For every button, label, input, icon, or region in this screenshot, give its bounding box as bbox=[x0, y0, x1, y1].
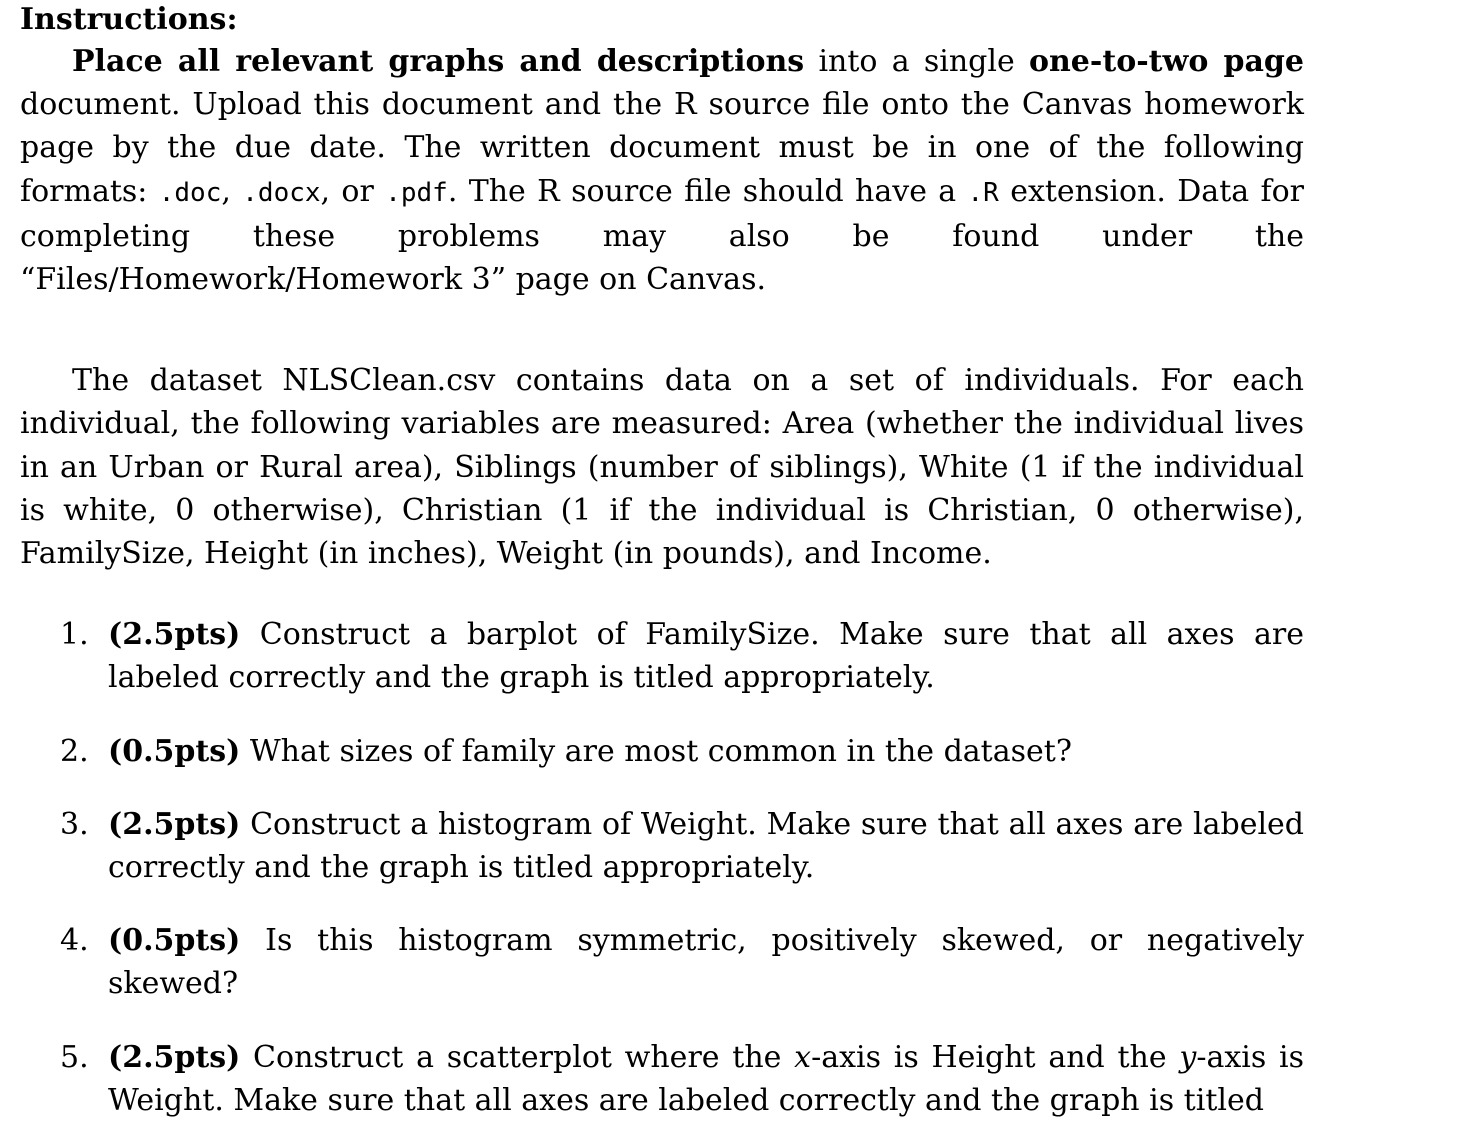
instructions-bold-lead: Place all relevant graphs and descriptions bbox=[72, 44, 805, 79]
question-list bbox=[20, 613, 1304, 1122]
question-points: (2.5pts) bbox=[108, 1039, 241, 1075]
question-points: (0.5pts) bbox=[108, 733, 241, 769]
dataset-description: The dataset NLSClean.csv contains data on a set of individuals. For each individual, the following variables are measured: Area (whether the individual lives in an Urban or Rural area), Siblings (number of siblings), White (1 if the individual is white, 0 otherwise), Christian (1 if the individual is Christian, 0 otherwise), FamilySize, Height (in inches), Weight (in pounds), and Income. bbox=[20, 363, 1304, 572]
format-r: .R bbox=[967, 177, 999, 208]
question-points: (2.5pts) bbox=[108, 806, 241, 842]
question-text: Is this histogram symmetric, positively skewed, or negatively skewed? bbox=[108, 923, 1304, 1002]
question-text: What sizes of family are most common in the dataset? bbox=[240, 733, 1072, 769]
instructions-text: , or bbox=[320, 173, 386, 209]
question-text: Construct a barplot of FamilySize. Make sure that all axes are labeled correctly and the graph is titled appropriately. bbox=[108, 617, 1304, 696]
question-points: (0.5pts) bbox=[108, 923, 241, 959]
instructions-text: , bbox=[221, 173, 243, 209]
question-text: -axis is Weight. Make sure that all axes are labeled correctly and the graph is titled bbox=[108, 1039, 1304, 1118]
question-text: Construct a histogram of Weight. Make sure that all axes are labeled correctly and the graph is titled appropriately. bbox=[108, 806, 1304, 886]
question-number: 3. bbox=[60, 806, 89, 842]
format-doc: .doc bbox=[158, 177, 222, 208]
question-number: 5. bbox=[60, 1039, 89, 1075]
question-number: 4. bbox=[60, 923, 89, 959]
question-1 bbox=[20, 613, 1304, 699]
instructions-text: extension. Data for completing these problems may also be found under the “Files/Homework/Homework 3” page on Canvas. bbox=[20, 173, 1304, 298]
question-number: 1. bbox=[60, 617, 89, 653]
question-5 bbox=[20, 1036, 1304, 1122]
question-text: Construct a scatterplot where the bbox=[240, 1039, 795, 1075]
instructions-text: into a single bbox=[804, 44, 1029, 79]
question-4 bbox=[20, 919, 1304, 1005]
instructions-bold-length: one-to-two page bbox=[1028, 44, 1304, 79]
question-text: -axis is Height and the bbox=[811, 1039, 1180, 1075]
instructions-heading: Instructions: bbox=[20, 2, 238, 37]
question-2 bbox=[20, 730, 1304, 773]
format-pdf: .pdf bbox=[385, 177, 448, 208]
question-3 bbox=[20, 803, 1304, 889]
document-page bbox=[20, 0, 1304, 1122]
question-number: 2. bbox=[60, 733, 89, 769]
question-points: (2.5pts) bbox=[108, 617, 241, 653]
x-variable: x bbox=[794, 1039, 812, 1075]
y-variable: y bbox=[1179, 1039, 1197, 1075]
format-docx: .docx bbox=[242, 177, 321, 208]
instructions-text: document. Upload this document and the R source file onto the Canvas homework page by the due date. The written document must be in one of the following formats: bbox=[20, 87, 1304, 209]
instructions-paragraph bbox=[20, 40, 1304, 301]
instructions-text: . The R source file should have a bbox=[447, 173, 968, 209]
